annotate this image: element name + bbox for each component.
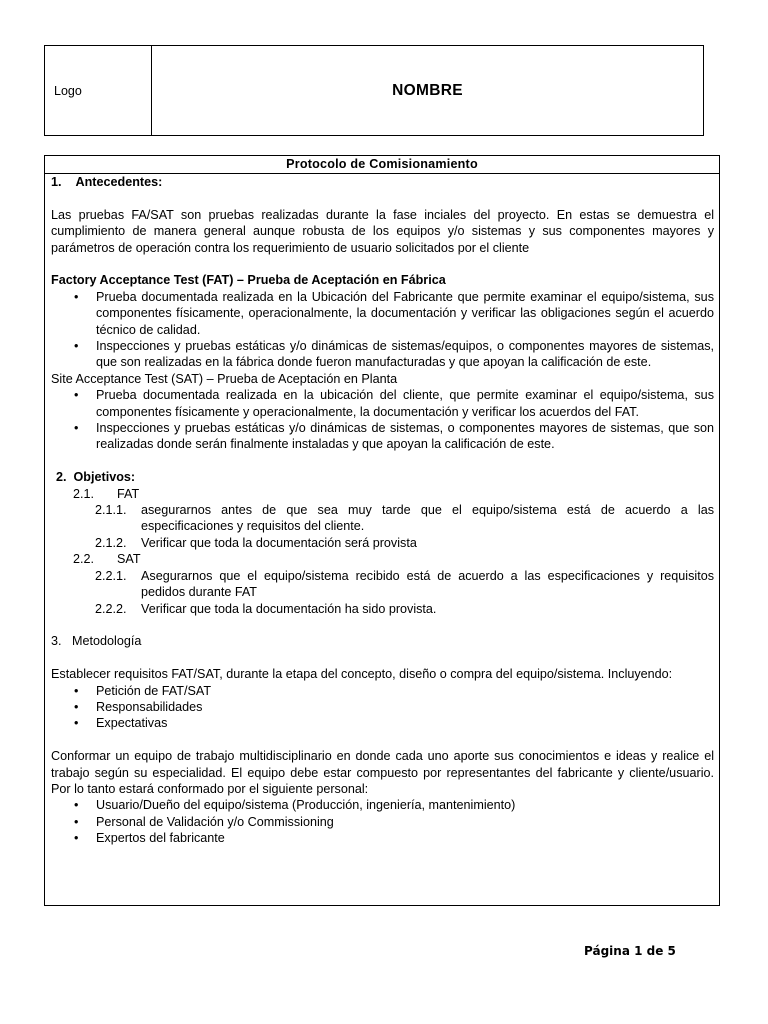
objective-item: 2.2.1. Asegurarnos que el equipo/sistema recibido está de acuerdo a las especificaciones y requisitos pedidos durante FAT: [95, 568, 714, 600]
document-title: Protocolo de Comisionamiento: [45, 156, 719, 174]
objective-sat: 2.2. SAT: [73, 552, 141, 567]
bullet-icon: •: [74, 798, 79, 813]
section-2-number: 2.: [56, 470, 67, 485]
list-item: • Responsabilidades: [74, 699, 203, 714]
bullet-icon: •: [74, 339, 79, 354]
section-1-number: 1.: [51, 175, 62, 189]
methodology-paragraph-2: Conformar un equipo de trabajo multidisciplinario en donde cada uno aporte sus conocimientos e ideas y realice el trabajo según su especialidad. El equipo debe estar compuesto por representantes del fabricante y cliente/usuario. Por lo tanto estará conformado por el siguiente personal:: [51, 749, 714, 796]
section-2-heading: [51, 469, 714, 485]
fat-bullet-list: [51, 289, 714, 371]
list-item: • Prueba documentada realizada en la Ubicación del Fabricante que permite examinar el equipo/sistema, sus componentes físicamente, operacionalmente, la documentación y verificar las obligaciones según el acuerdo técnico de calidad.: [74, 289, 714, 337]
section-1-intro: Las pruebas FA/SAT son pruebas realizadas durante la fase inciales del proyecto. En estas se demuestra el cumplimiento de manera general aunque robusta de los equipos y/o sistemas y sus componentes mayores y parámetros de operación contra los requerimiento de usuario solicitados por el cliente: [51, 207, 714, 255]
bullet-icon: •: [74, 289, 79, 304]
protocol-body: [44, 155, 720, 906]
bullet-icon: •: [74, 421, 79, 436]
section-3-title: Metodología: [72, 634, 142, 649]
section-3-number: 3.: [51, 634, 62, 649]
section-1-title: Antecedentes:: [75, 175, 163, 189]
bullet-icon: •: [74, 831, 79, 846]
bullet-icon: •: [74, 716, 79, 731]
list-item: • Prueba documentada realizada en la ubicación del cliente, que permite examinar el equipo/sistema, sus componentes físicamente y operacionalmente, la documentación y verificar los acuerdos del FAT.: [74, 388, 714, 419]
list-item: • Expertos del fabricante: [74, 831, 225, 846]
section-2-title: Objetivos:: [73, 470, 136, 485]
methodology-list-2: [51, 797, 714, 846]
page-number: Página 1 de 5: [584, 944, 676, 958]
bullet-icon: •: [74, 814, 79, 829]
bullet-icon: •: [74, 683, 79, 698]
list-item: • Expectativas: [74, 716, 168, 731]
section-1-heading: [51, 174, 714, 190]
sat-heading: Site Acceptance Test (SAT) – Prueba de Aceptación en Planta: [51, 371, 398, 386]
bullet-icon: •: [74, 388, 79, 403]
logo-placeholder: Logo: [45, 46, 152, 135]
objective-item: 2.2.2. Verificar que toda la documentación ha sido provista.: [95, 601, 437, 616]
list-item: • Inspecciones y pruebas estáticas y/o dinámicas de sistemas/equipos, o componentes mayores de sistemas, que son realizadas en la fábrica donde fueron manufacturadas y que apoyan la calificación de este.: [74, 339, 714, 370]
fat-heading: Factory Acceptance Test (FAT) – Prueba de Aceptación en Fábrica: [51, 273, 446, 288]
methodology-paragraph-1: Establecer requisitos FAT/SAT, durante la etapa del concepto, diseño o compra del equipo/sistema. Incluyendo:: [51, 667, 673, 682]
section-3-heading: [51, 633, 714, 649]
sat-bullet-list: [51, 387, 714, 453]
list-item: • Petición de FAT/SAT: [74, 683, 212, 698]
list-item: • Usuario/Dueño del equipo/sistema (Producción, ingeniería, mantenimiento): [74, 798, 516, 813]
objective-item: 2.1.1. asegurarnos antes de que sea muy tarde que el equipo/sistema está de acuerdo a las especificaciones y requisitos del cliente.: [95, 503, 714, 534]
document-header: [44, 45, 704, 136]
bullet-icon: •: [74, 699, 79, 714]
company-name: NOMBRE: [392, 81, 463, 99]
list-item: • Personal de Validación y/o Commissioning: [74, 814, 334, 829]
methodology-list-1: [51, 683, 714, 732]
objective-item: 2.1.2. Verificar que toda la documentación será provista: [95, 535, 417, 550]
list-item: • Inspecciones y pruebas estáticas y/o dinámicas de sistemas, o componentes mayores de sistemas, que son realizadas donde serán finalmente instaladas y que apoyan la calificación de este.: [74, 421, 714, 452]
objective-fat: 2.1. FAT: [73, 486, 140, 501]
